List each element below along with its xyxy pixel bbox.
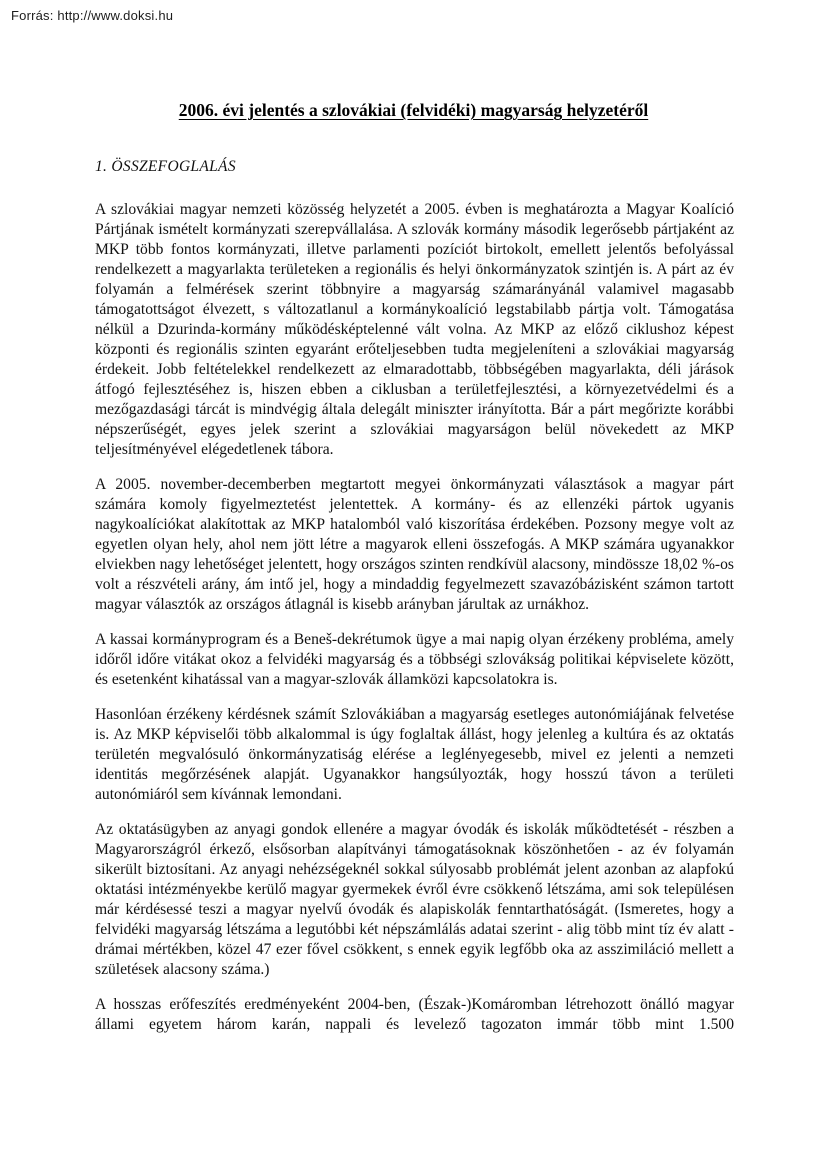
- document-body: [95, 200, 734, 1035]
- paragraph: A szlovákiai magyar nemzeti közösség helyzetét a 2005. évben is meghatározta a Magyar Koalíció Pártjának ismételt kormányzati szerepvállalása. A szlovák kormány második legerősebb pártjaként az MKP több fontos kormányzati, illetve parlamenti pozíciót birtokolt, emellett jelentős befolyással rendelkezett a magyarlakta területeken a regionális és helyi önkormányzatok szintjén is. A párt az év folyamán a felmérések szerint többnyire a magyarság számarányánál valamivel magasabb támogatottságot élvezett, s változatlanul a kormánykoalíció legstabilabb pártja volt. Támogatása nélkül a Dzurinda-kormány működésképtelenné vált volna. Az MKP az előző ciklushoz képest központi és regionális szinten egyaránt erőteljesebben tudta megjeleníteni a szlovákiai magyarság érdekeit. Jobb feltételekkel rendelkezett az elmaradottabb, többségében magyarlakta, déli járások átfogó fejlesztéséhez is, hiszen ebben a ciklusban a területfejlesztési, a környezetvédelmi és a mezőgazdasági tárcát is mindvégig általa delegált miniszter irányította. Bár a párt megőrizte korábbi népszerűségét, egyes jelek szerint a szlovákiai magyarságon belül növekedett az MKP teljesítményével elégedetlenek tábora.: [95, 201, 734, 458]
- paragraph: A 2005. november-decemberben megtartott megyei önkormányzati választások a magyar párt számára komoly figyelmeztetést jelentettek. A kormány- és az ellenzéki pártok ugyanis nagykoalíciókat alakítottak az MKP hatalomból való kiszorítása érdekében. Pozsony megye volt az egyetlen olyan hely, ahol nem jött létre a magyarok elleni összefogás. A MKP számára ugyanakkor elviekben nagy lehetőséget jelentett, hogy országos szinten rendkívül alacsony, mindössze 18,02 %-os volt a részvételi arány, ám intő jel, hogy a mindaddig fegyelmezett szavazóbázisként számon tartott magyar választók az országos átlagnál is kisebb arányban járultak az urnákhoz.: [95, 476, 734, 613]
- document-title: 2006. évi jelentés a szlovákiai (felvidéki) magyarság helyzetéről: [178, 100, 649, 120]
- paragraph: Az oktatásügyben az anyagi gondok ellenére a magyar óvodák és iskolák működtetését - részben a Magyarországról érkező, elsősorban alapítványi támogatásoknak köszönhetően - az év folyamán sikerült biztosítani. Az anyagi nehézségeknél sokkal súlyosabb problémát jelent azonban az alapfokú oktatási intézményekbe kerülő magyar gyermekek évről évre csökkenő létszáma, ami sok településen már kérdésessé teszi a magyar nyelvű óvodák és alapiskolák fenntarthatóságát. (Ismeretes, hogy a felvidéki magyarság létszáma a legutóbbi két népszámlálás adatai szerint - alig több mint tíz év alatt - drámai mértékben, közel 47 ezer fővel csökkent, s ennek egyik legfőbb oka az asszimiláció mellett a születések alacsony száma.): [95, 821, 734, 978]
- paragraph: A hosszas erőfeszítés eredményeként 2004-ben, (Észak-)Komáromban létrehozott önálló magyar állami egyetem három karán, nappali és levelező tagozaton immár több mint 1.500: [95, 996, 734, 1033]
- section-heading: 1. ÖSSZEFOGLALÁS: [95, 158, 236, 175]
- paragraph: A kassai kormányprogram és a Beneš-dekrétumok ügye a mai napig olyan érzékeny probléma, amely időről időre vitákat okoz a felvidéki magyarság és a többségi szlovákság politikai képviselete között, és esetenként kihatással van a magyar-szlovák államközi kapcsolatokra is.: [95, 631, 734, 688]
- paragraph: Hasonlóan érzékeny kérdésnek számít Szlovákiában a magyarság esetleges autonómiájának felvetése is. Az MKP képviselői több alkalommal is úgy foglaltak állást, hogy jelenleg a kultúra és az oktatás területén megvalósuló önkormányzatiság elérése a leglényegesebb, mivel ez jelenti a nemzeti identitás megőrzésének alapját. Ugyanakkor hangsúlyozták, hogy hosszú távon a területi autonómiáról sem kívánnak lemondani.: [95, 706, 734, 803]
- source-note: Forrás: http://www.doksi.hu: [11, 8, 174, 23]
